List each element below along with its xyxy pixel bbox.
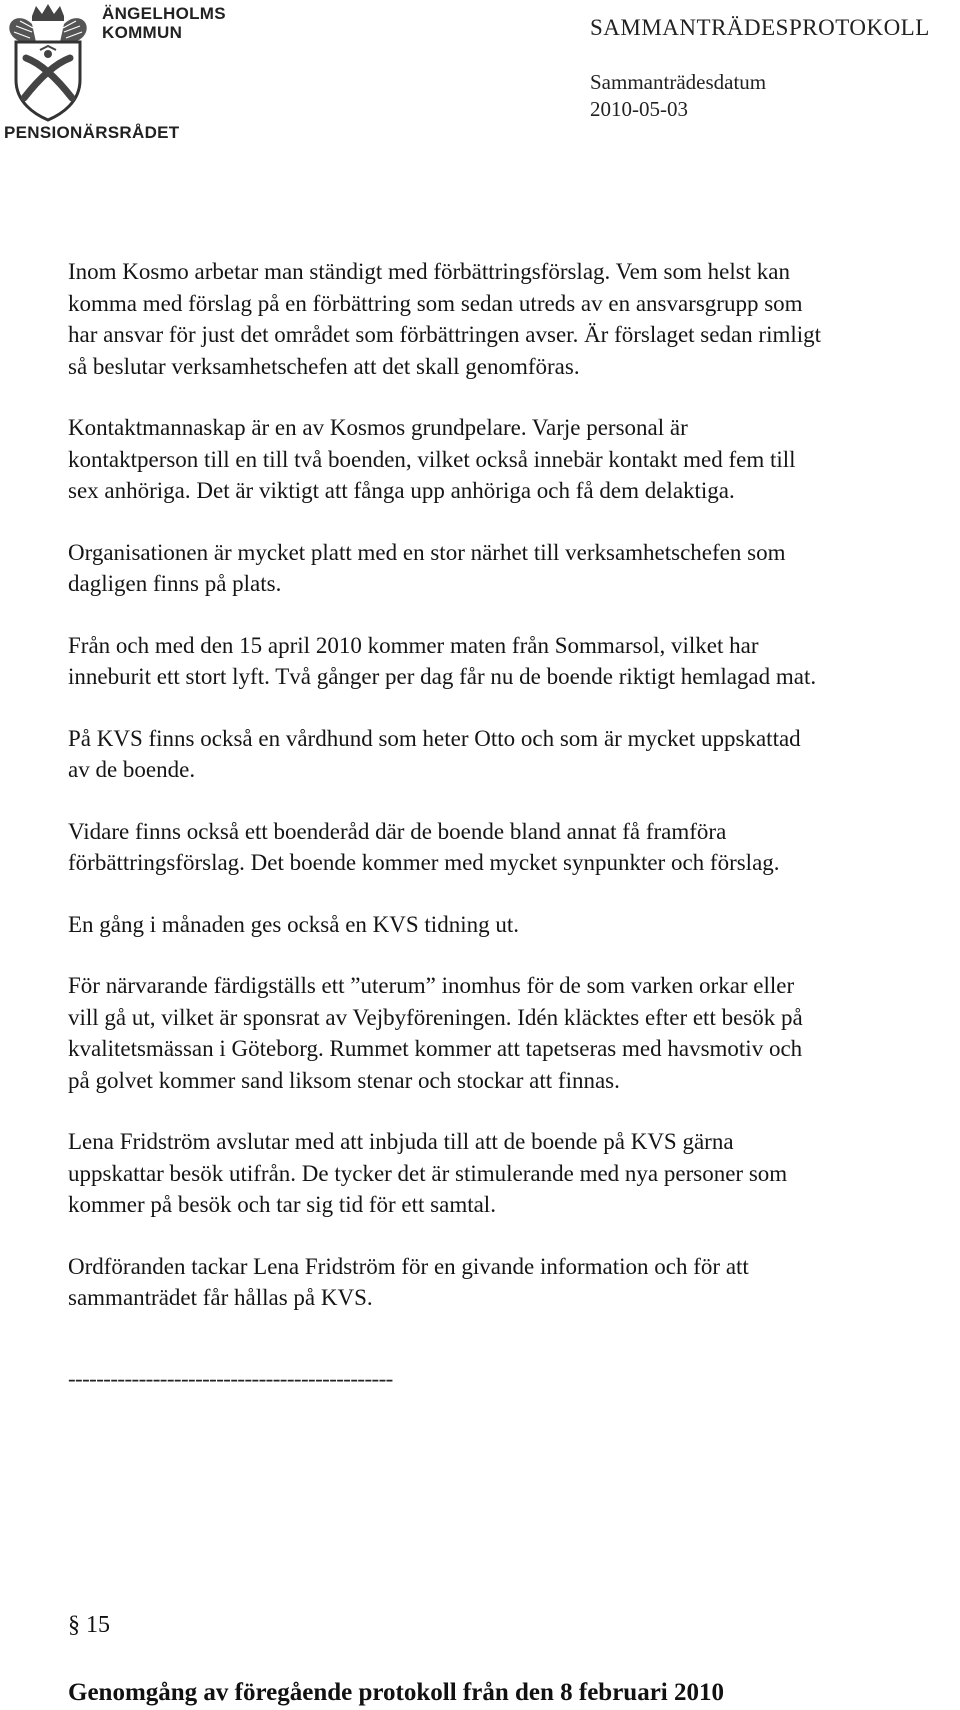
paragraph-line: Ordföranden tackar Lena Fridström för en givande information och för att — [68, 1253, 749, 1279]
paragraph-line: Lena Fridström avslutar med att inbjuda till att de boende på KVS gärna — [68, 1129, 734, 1154]
section-number: § 15 — [68, 1612, 110, 1638]
paragraph-line: Vidare finns också ett boenderåd där de boende bland annat få framföra — [68, 818, 727, 844]
body-paragraph — [68, 1126, 948, 1221]
paragraph-line: Inom Kosmo arbetar man ständigt med förbättringsförslag. Vem som helst kan — [68, 259, 791, 284]
municipality-logo — [2, 0, 226, 148]
paragraph-line: Kontaktmannaskap är en av Kosmos grundpelare. Varje personal är — [68, 415, 688, 440]
section-heading: Genomgång av föregående protokoll från den 8 februari 2010 — [68, 1679, 725, 1706]
paragraph-line: Från och med den 15 april 2010 kommer maten från Sommarsol, vilket har — [68, 632, 759, 658]
body-paragraph — [68, 630, 948, 693]
paragraph-line: så beslutar verksamhetschefen att det skall genomföras. — [68, 353, 580, 379]
paragraph-line: För närvarande färdigställs ett ”uterum” inomhus för de som varken orkar eller — [68, 973, 795, 998]
document-header — [590, 13, 960, 123]
paragraph-line: På KVS finns också en vårdhund som heter Otto och som är mycket uppskattad — [68, 725, 801, 751]
paragraph-line: kvalitetsmässan i Göteborg. Rummet kommer att tapetseras med havsmotiv och — [68, 1036, 803, 1061]
paragraph-line: kontaktperson till en till två boenden, vilket också innebär kontakt med fem till — [68, 446, 796, 472]
paragraph-line: kommer på besök och tar sig tid för ett samtal. — [68, 1192, 496, 1217]
body-paragraph — [68, 256, 948, 382]
body-paragraph — [68, 723, 948, 786]
body-paragraph — [68, 412, 948, 507]
paragraph-line: En gång i månaden ges också en KVS tidning ut. — [68, 911, 519, 937]
body-paragraph — [68, 816, 948, 879]
body-paragraph — [68, 909, 948, 941]
paragraph-line: förbättringsförslag. Det boende kommer med mycket synpunkter och förslag. — [68, 850, 780, 875]
document-title: SAMMANTRÄDESPROTOKOLL — [590, 15, 930, 40]
meeting-date: 2010-05-03 — [590, 97, 688, 121]
organization-name-line1: ÄNGELHOLMS — [102, 4, 226, 23]
paragraph-line: uppskattar besök utifrån. De tycker det är stimulerande med nya personer som — [68, 1160, 788, 1186]
paragraph-line: inneburit ett stort lyft. Två gånger per dag får nu de boende riktigt hemlagad mat. — [68, 664, 817, 689]
document-body — [68, 256, 948, 1344]
organization-name — [102, 4, 226, 42]
section-separator: ---------------------------------------------- — [68, 1366, 393, 1391]
paragraph-line: på golvet kommer sand liksom stenar och stockar att finnas. — [68, 1067, 620, 1093]
body-paragraph — [68, 1251, 948, 1314]
department-name: PENSIONÄRSRÅDET — [4, 123, 180, 142]
paragraph-line: sex anhöriga. Det är viktigt att fånga upp anhöriga och få dem delaktiga. — [68, 478, 735, 503]
paragraph-line: har ansvar för just det området som förbättringen avser. Är förslaget sedan rimligt — [68, 322, 822, 347]
body-paragraph — [68, 537, 948, 600]
paragraph-line: komma med förslag på en förbättring som sedan utreds av en ansvarsgrupp som — [68, 290, 803, 316]
body-paragraph — [68, 970, 948, 1096]
meeting-date-label: Sammanträdesdatum — [590, 70, 767, 94]
municipal-coat-of-arms-icon — [2, 2, 94, 122]
paragraph-line: Organisationen är mycket platt med en stor närhet till verksamhetschefen som — [68, 539, 786, 565]
paragraph-line: av de boende. — [68, 757, 196, 782]
paragraph-line: vill gå ut, vilket är sponsrat av Vejbyföreningen. Idén kläcktes efter ett besök på — [68, 1004, 803, 1030]
paragraph-line: dagligen finns på plats. — [68, 571, 282, 596]
organization-name-line2: KOMMUN — [102, 23, 183, 42]
paragraph-line: sammanträdet får hållas på KVS. — [68, 1285, 373, 1310]
